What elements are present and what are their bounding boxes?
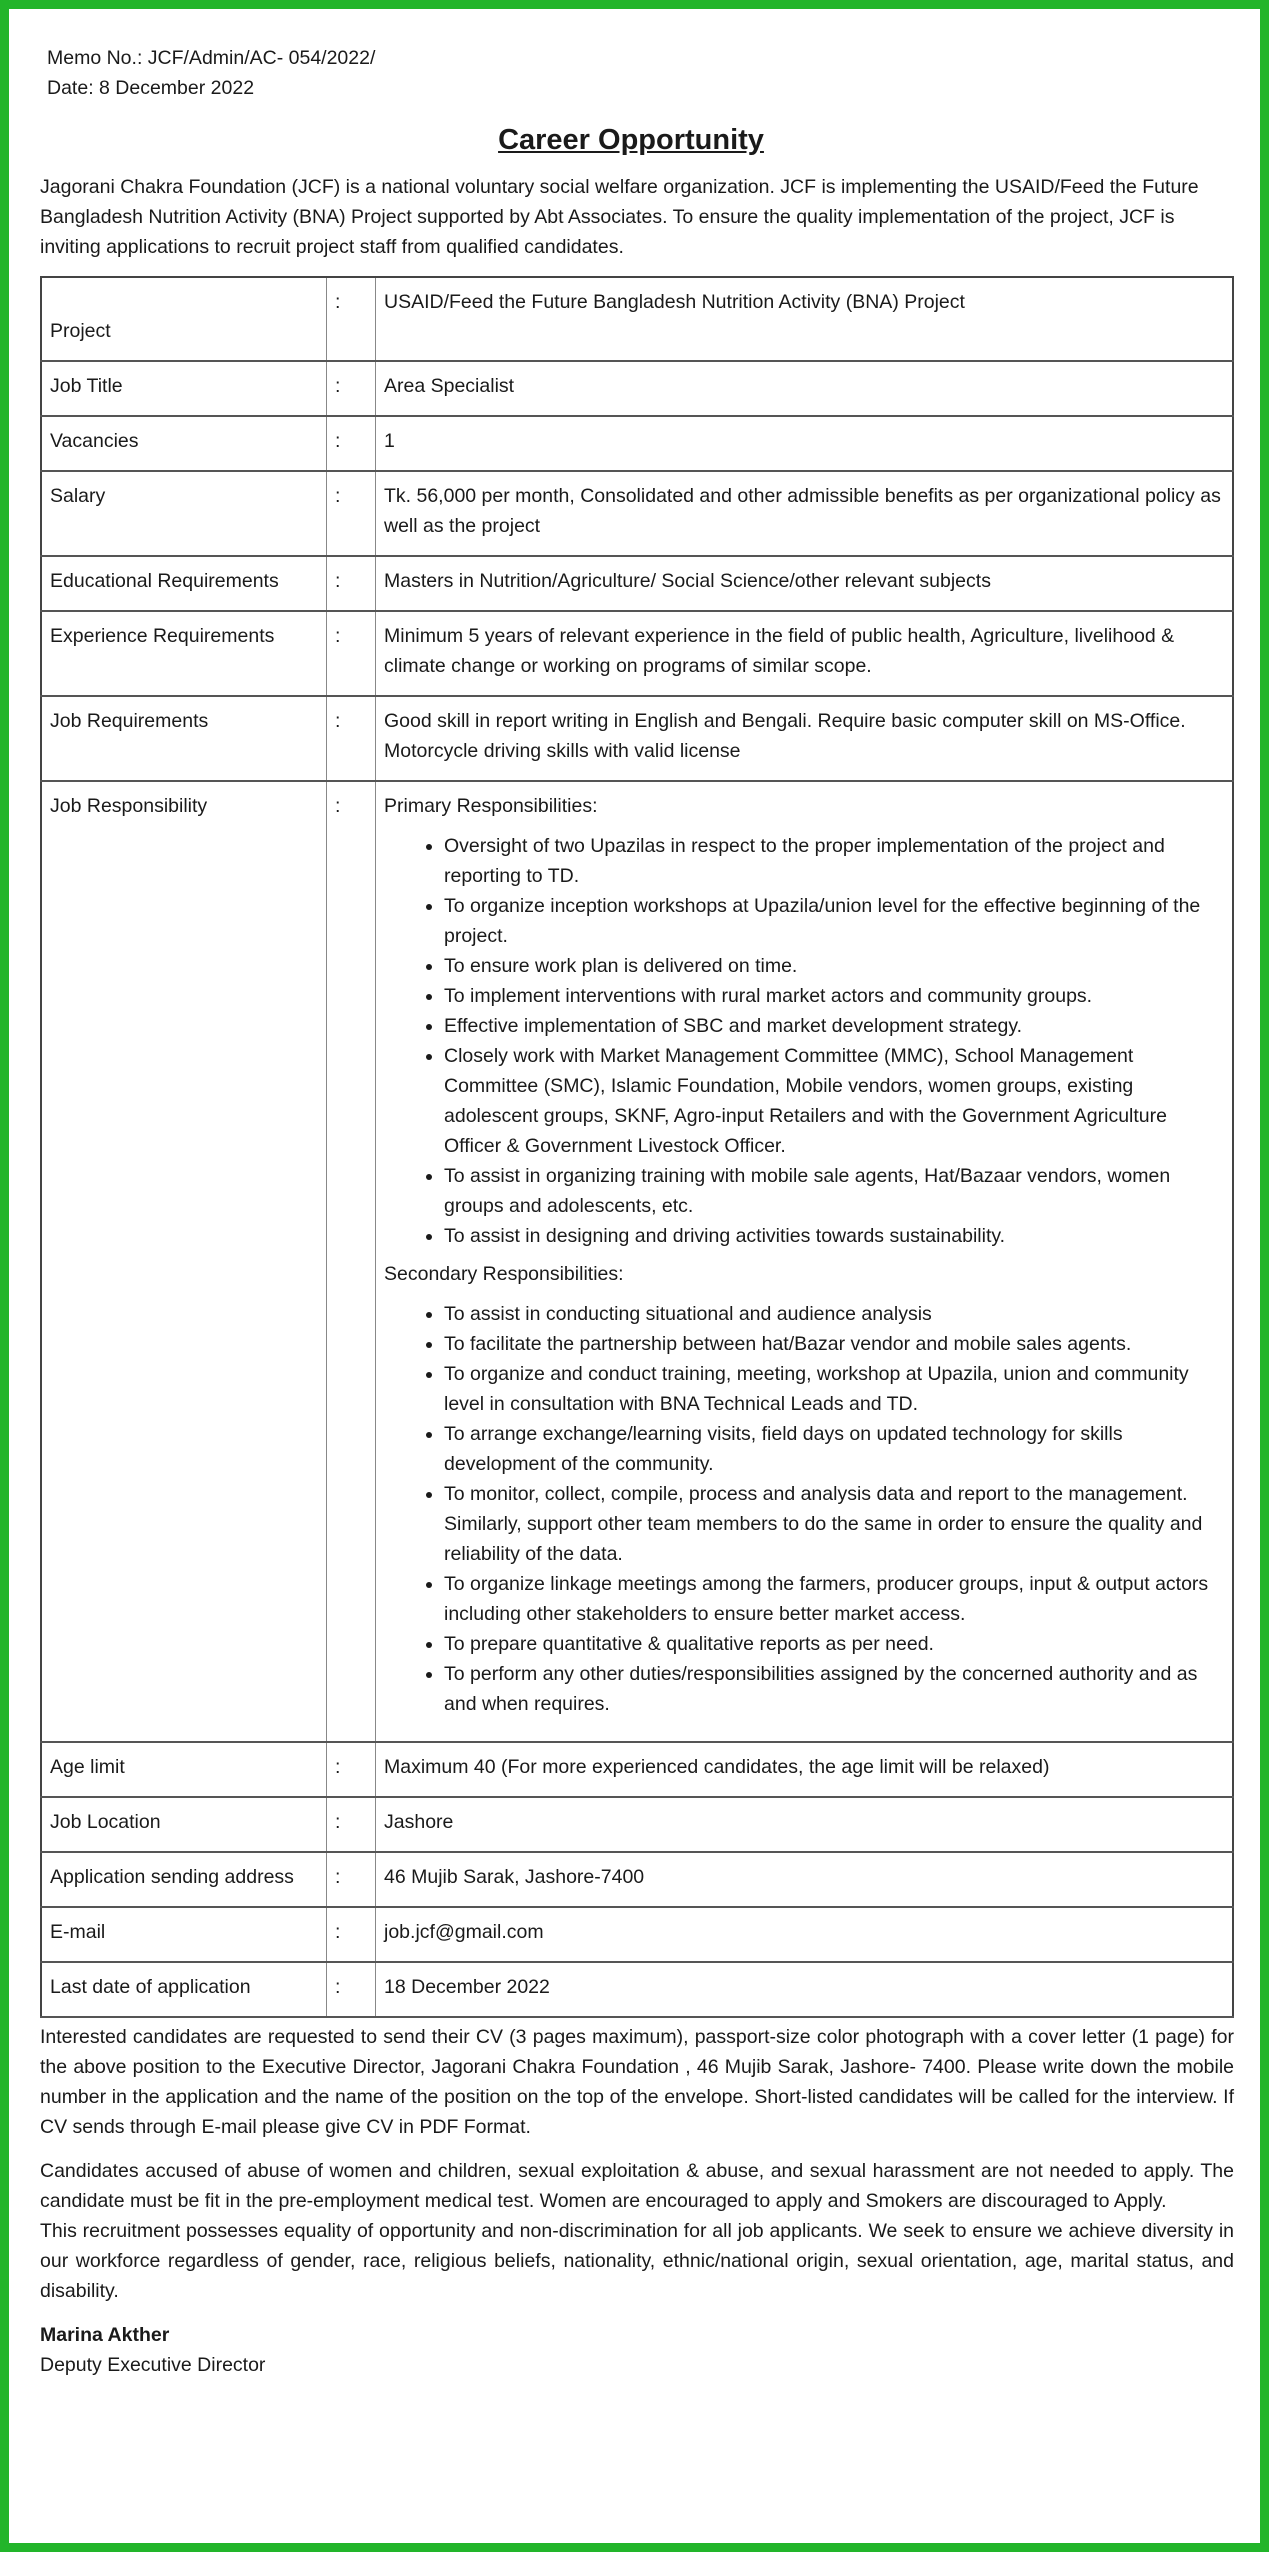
list-item: • To ensure work plan is delivered on time. <box>444 951 1224 981</box>
memo-date: Date: 8 December 2022 <box>47 77 255 99</box>
table-row <box>41 1797 1233 1852</box>
row-colon: : <box>327 1907 376 1962</box>
list-item: • To prepare quantitative & qualitative reports as per need. <box>444 1629 1224 1659</box>
list-item: • To assist in designing and driving activities towards sustainability. <box>444 1221 1224 1251</box>
row-label: Job Requirements <box>41 696 327 781</box>
table-row <box>41 1962 1233 2017</box>
row-value: 46 Mujib Sarak, Jashore-7400 <box>376 1852 1234 1907</box>
row-colon: : <box>327 1797 376 1852</box>
secondary-responsibilities-list <box>384 1299 1224 1719</box>
responsibility-cell <box>376 781 1234 1742</box>
row-label: E-mail <box>41 1907 327 1962</box>
signatory-name: Marina Akther <box>40 2324 170 2346</box>
row-value: Good skill in report writing in English and Bengali. Require basic computer skill on MS-Office. Motorcycle driving skills with valid license <box>376 696 1234 781</box>
signatory-designation: Deputy Executive Director <box>40 2354 266 2376</box>
row-label: Last date of application <box>41 1962 327 2017</box>
table-row <box>41 1742 1233 1797</box>
row-value: 1 <box>376 416 1234 471</box>
row-colon: : <box>327 361 376 416</box>
table-row <box>41 416 1233 471</box>
row-colon: : <box>327 471 376 556</box>
list-item: • To perform any other duties/responsibilities assigned by the concerned authority and as and when requires. <box>444 1659 1224 1719</box>
list-item: • To organize inception workshops at Upazila/union level for the effective beginning of the project. <box>444 891 1224 951</box>
row-colon: : <box>327 781 376 1742</box>
list-item: • To assist in organizing training with mobile sale agents, Hat/Bazaar vendors, women groups and adolescents, etc. <box>444 1161 1224 1221</box>
row-value: 18 December 2022 <box>376 1962 1234 2017</box>
row-value: Jashore <box>376 1797 1234 1852</box>
job-circular <box>40 0 1234 2380</box>
primary-responsibilities-heading: Primary Responsibilities: <box>384 795 598 817</box>
application-instructions: Interested candidates are requested to send their CV (3 pages maximum), passport-size color photograph with a cover letter (1 page) for the above position to the Executive Director, Jagorani Chakra Foundation , 46 Mujib Sarak, Jashore- 7400. Please write down the mobile number in the application and the name of the position on the top of the envelope. Short-listed candidates will be called for the interview. If CV sends through E-mail please give CV in PDF Format. <box>40 2026 1234 2138</box>
list-item: • To organize linkage meetings among the farmers, producer groups, input & output actors including other stakeholders to ensure better market access. <box>444 1569 1224 1629</box>
list-item: • To organize and conduct training, meeting, workshop at Upazila, union and community level in consultation with BNA Technical Leads and TD. <box>444 1359 1224 1419</box>
table-row <box>41 361 1233 416</box>
list-item: • To implement interventions with rural market actors and community groups. <box>444 981 1224 1011</box>
page-title: Career Opportunity <box>498 124 764 156</box>
table-row <box>41 781 1233 1742</box>
row-colon: : <box>327 1742 376 1797</box>
row-label: Experience Requirements <box>41 611 327 696</box>
row-colon: : <box>327 1852 376 1907</box>
row-label: Job Responsibility <box>41 781 327 1742</box>
row-colon: : <box>327 611 376 696</box>
row-label: Salary <box>41 471 327 556</box>
row-value: USAID/Feed the Future Bangladesh Nutrition Activity (BNA) Project <box>376 277 1234 361</box>
row-label: Vacancies <box>41 416 327 471</box>
row-value: Masters in Nutrition/Agriculture/ Social Science/other relevant subjects <box>376 556 1234 611</box>
table-row <box>41 471 1233 556</box>
list-item: • Effective implementation of SBC and market development strategy. <box>444 1011 1224 1041</box>
primary-responsibilities-list <box>384 831 1224 1251</box>
table-row <box>41 1907 1233 1962</box>
memo-number: Memo No.: JCF/Admin/AC- 054/2022/ <box>47 47 376 69</box>
table-row <box>41 1852 1233 1907</box>
secondary-responsibilities-heading: Secondary Responsibilities: <box>384 1263 624 1285</box>
table-row <box>41 556 1233 611</box>
memo-header <box>40 43 1234 103</box>
list-item: • To facilitate the partnership between hat/Bazar vendor and mobile sales agents. <box>444 1329 1224 1359</box>
table-row <box>41 611 1233 696</box>
row-label: Job Location <box>41 1797 327 1852</box>
row-label: Project <box>41 277 327 361</box>
row-label: Job Title <box>41 361 327 416</box>
row-colon: : <box>327 416 376 471</box>
list-item: • To monitor, collect, compile, process and analysis data and report to the management. Similarly, support other team members to do the same in order to ensure the quality and reliability of the data. <box>444 1479 1224 1569</box>
row-value: Maximum 40 (For more experienced candidates, the age limit will be relaxed) <box>376 1742 1234 1797</box>
row-colon: : <box>327 277 376 361</box>
list-item: • Oversight of two Upazilas in respect to the proper implementation of the project and reporting to TD. <box>444 831 1224 891</box>
equality-note: This recruitment possesses equality of opportunity and non-discrimination for all job applicants. We seek to ensure we achieve diversity in our workforce regardless of gender, race, religious beliefs, nationality, ethnic/national origin, sexual orientation, age, marital status, and disability. <box>40 2220 1234 2302</box>
row-colon: : <box>327 1962 376 2017</box>
list-item: • To arrange exchange/learning visits, field days on updated technology for skills development of the community. <box>444 1419 1224 1479</box>
row-colon: : <box>327 556 376 611</box>
intro-paragraph: Jagorani Chakra Foundation (JCF) is a national voluntary social welfare organization. JCF is implementing the USAID/Feed the Future Bangladesh Nutrition Activity (BNA) Project supported by Abt Associates. To ensure the quality implementation of the project, JCF is inviting applications to recruit project staff from qualified candidates. <box>40 176 1199 258</box>
list-item: • Closely work with Market Management Committee (MMC), School Management Committee (SMC), Islamic Foundation, Mobile vendors, women groups, existing adolescent groups, SKNF, Agro-input Retailers and with the Government Agriculture Officer & Government Livestock Officer. <box>444 1041 1224 1161</box>
email-address: job.jcf@gmail.com <box>376 1907 1234 1962</box>
row-value: Minimum 5 years of relevant experience in the field of public health, Agriculture, livelihood & climate change or working on programs of similar scope. <box>376 611 1234 696</box>
row-value: Tk. 56,000 per month, Consolidated and other admissible benefits as per organizational policy as well as the project <box>376 471 1234 556</box>
row-label: Educational Requirements <box>41 556 327 611</box>
row-label: Application sending address <box>41 1852 327 1907</box>
conduct-note: Candidates accused of abuse of women and children, sexual exploitation & abuse, and sexual harassment are not needed to apply. The candidate must be fit in the pre-employment medical test. Women are encouraged to apply and Smokers are discouraged to Apply. <box>40 2160 1234 2212</box>
table-row <box>41 277 1233 361</box>
row-colon: : <box>327 696 376 781</box>
table-row <box>41 696 1233 781</box>
row-label: Age limit <box>41 1742 327 1797</box>
list-item: • To assist in conducting situational and audience analysis <box>444 1299 1224 1329</box>
job-details-table <box>40 276 1234 2018</box>
row-value: Area Specialist <box>376 361 1234 416</box>
